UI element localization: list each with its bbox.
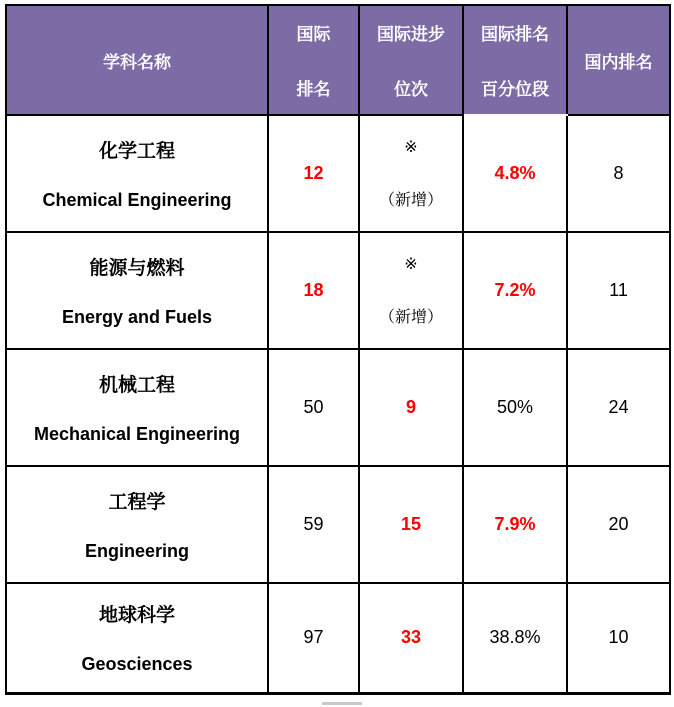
- subject-name-cn: 能源与燃料: [89, 258, 185, 279]
- subject-cell: [6, 115, 268, 232]
- progress-value: ※: [404, 256, 418, 273]
- progress-cell: [359, 466, 463, 583]
- progress-cell: [359, 583, 463, 693]
- intl-rank-cell: [268, 115, 359, 232]
- intl-rank-cell: [268, 349, 359, 466]
- intl-rank-cell: [268, 232, 359, 349]
- subject-name-en: Energy and Fuels: [61, 307, 213, 327]
- domestic-rank-value: 20: [608, 514, 629, 534]
- subject-cell: [6, 583, 268, 693]
- percentile-cell: [463, 466, 567, 583]
- progress-value: 15: [400, 514, 422, 534]
- intl-rank-value: 50: [303, 397, 324, 417]
- intl-rank-cell: [268, 466, 359, 583]
- progress-value: （新增）: [378, 192, 443, 209]
- column-header-line: 国内排名: [584, 52, 653, 72]
- subject-name-cn: 工程学: [108, 492, 166, 513]
- percentile-value: 7.9%: [494, 514, 536, 534]
- subject-ranking-table: [5, 4, 671, 695]
- progress-value: 9: [405, 397, 416, 417]
- intl-rank-value: 12: [303, 163, 324, 183]
- column-header-line: 国际排名: [481, 25, 549, 44]
- table-row: [6, 232, 670, 349]
- column-header-percentile: [463, 5, 567, 115]
- progress-cell: [359, 115, 463, 232]
- progress-cell: [359, 349, 463, 466]
- percentile-cell: [463, 583, 567, 693]
- domestic-rank-cell: [567, 583, 670, 693]
- column-header-domestic-rank: [567, 5, 670, 115]
- fill-handle-artifact: [322, 702, 362, 705]
- percentile-cell: [463, 349, 567, 466]
- subject-name-en: Engineering: [84, 541, 189, 561]
- intl-rank-value: 59: [303, 514, 324, 534]
- table-row: [6, 583, 670, 693]
- percentile-value: 7.2%: [494, 280, 536, 300]
- column-header-line: 百分位段: [481, 80, 549, 99]
- table-header: [6, 5, 670, 115]
- domestic-rank-cell: [567, 349, 670, 466]
- progress-value: 33: [400, 627, 422, 648]
- subject-name-en: Mechanical Engineering: [33, 424, 241, 444]
- subject-name-en: Chemical Engineering: [42, 190, 232, 210]
- progress-value: ※: [404, 139, 418, 156]
- subject-name-cn: 地球科学: [98, 605, 175, 627]
- column-header-line: 位次: [394, 80, 428, 99]
- intl-rank-value: 97: [303, 627, 324, 648]
- subject-cell: [6, 466, 268, 583]
- percentile-value: 4.8%: [494, 163, 536, 183]
- percentile-value: 50%: [496, 397, 534, 417]
- domestic-rank-cell: [567, 466, 670, 583]
- column-header-intl-rank: [268, 5, 359, 115]
- column-header-line: 国际进步: [377, 25, 445, 44]
- domestic-rank-cell: [567, 232, 670, 349]
- intl-rank-cell: [268, 583, 359, 693]
- subject-cell: [6, 232, 268, 349]
- table-row: [6, 115, 670, 232]
- column-header-line: 排名: [296, 80, 331, 99]
- percentile-cell: [463, 115, 567, 232]
- table-body: [6, 115, 670, 693]
- domestic-rank-value: 24: [608, 397, 629, 417]
- subject-name-cn: 机械工程: [98, 375, 175, 396]
- table-row: [6, 466, 670, 583]
- percentile-cell: [463, 232, 567, 349]
- percentile-value: 38.8%: [489, 627, 541, 648]
- domestic-rank-value: 10: [608, 627, 629, 648]
- column-header-subject: [6, 5, 268, 115]
- subject-name-cn: 化学工程: [98, 141, 175, 162]
- table-row: [6, 349, 670, 466]
- column-header-line: 学科名称: [103, 52, 171, 72]
- header-row: [6, 5, 670, 115]
- domestic-rank-value: 11: [609, 280, 628, 300]
- progress-cell: [359, 232, 463, 349]
- domestic-rank-value: 8: [613, 163, 624, 183]
- intl-rank-value: 18: [303, 280, 324, 300]
- subject-name-en: Geosciences: [81, 654, 193, 675]
- column-header-progress: [359, 5, 463, 115]
- subject-cell: [6, 349, 268, 466]
- column-header-line: 国际: [296, 25, 331, 44]
- domestic-rank-cell: [567, 115, 670, 232]
- progress-value: （新增）: [378, 309, 443, 326]
